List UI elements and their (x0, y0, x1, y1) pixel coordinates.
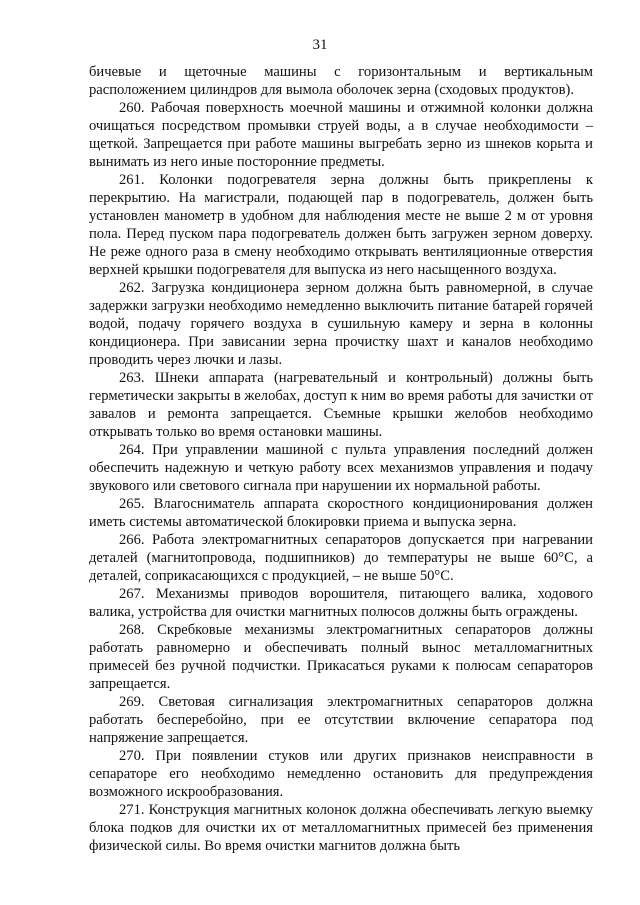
paragraph-266: 266. Работа электромагнитных сепараторов допускается при нагревании деталей (магнитопровода, подшипников) до температуры не выше 60°С, а деталей, соприкасающихся с продукцией, – не выше 50°С. (89, 532, 593, 584)
paragraph-260: 260. Рабочая поверхность моечной машины и отжимной колонки должна очищаться посредством промывки струей воды, а в случае необходимости – щеткой. Запрещается при работе машины выгребать зерно из шнеков корыта и вынимать из него иные посторонние предметы. (89, 100, 593, 170)
paragraph-261: 261. Колонки подогревателя зерна должны быть прикреплены к перекрытию. На магистрали, подающей пар в подогреватель, должен быть установлен манометр в удобном для наблюдения месте не выше 2 м от уровня пола. Перед пуском пара подогреватель должен быть загружен зерном доверху. Не реже одного раза в смену необходимо открывать вентиляционные отверстия верхней крышки подогревателя для выпуска из него насыщенного воздуха. (89, 172, 593, 278)
paragraph-264: 264. При управлении машиной с пульта управления последний должен обеспечить надежную и четкую работу всех механизмов управления и подачу звукового или светового сигнала при нарушении их нормальной работы. (89, 442, 593, 494)
paragraph-continuation: бичевые и щеточные машины с горизонтальным и вертикальным расположением цилиндров для вымола оболочек зерна (сходовых продуктов). (89, 64, 593, 98)
page-number: 31 (312, 37, 328, 53)
paragraph-265: 265. Влагосниматель аппарата скоростного кондиционирования должен иметь системы автоматической блокировки приема и выпуска зерна. (89, 496, 593, 530)
paragraph-267: 267. Механизмы приводов ворошителя, питающего валика, ходового валика, устройства для очистки магнитных полюсов должны быть ограждены. (89, 586, 593, 620)
paragraph-269: 269. Световая сигнализация электромагнитных сепараторов должна работать бесперебойно, при ее отсутствии включение сепаратора под напряжение запрещается. (89, 694, 593, 746)
paragraph-270: 270. При появлении стуков или других признаков неисправности в сепараторе его необходимо немедленно остановить для предупреждения возможного искрообразования. (89, 748, 593, 800)
paragraph-263: 263. Шнеки аппарата (нагревательный и контрольный) должны быть герметически закрыты в желобах, доступ к ним во время работы для зачистки от завалов и ремонта запрещается. Съемные крышки желобов необходимо открывать только во время остановки машины. (89, 370, 593, 440)
paragraph-271: 271. Конструкция магнитных колонок должна обеспечивать легкую выемку блока подков для очистки их от металломагнитных примесей без применения физической силы. Во время очистки магнитов должна быть (89, 802, 593, 854)
paragraph-268: 268. Скребковые механизмы электромагнитных сепараторов должны работать равномерно и обеспечивать полный вынос металломагнитных примесей без ручной подчистки. Прикасаться руками к полюсам сепараторов запрещается. (89, 622, 593, 692)
document-body (89, 63, 593, 855)
paragraph-262: 262. Загрузка кондиционера зерном должна быть равномерной, в случае задержки загрузки необходимо немедленно выключить питание батарей горячей водой, подачу горячего воздуха в сушильную камеру и зерна в колонны кондиционера. При зависании зерна прочистку шахт и каналов необходимо проводить через лючки и лазы. (89, 280, 593, 368)
